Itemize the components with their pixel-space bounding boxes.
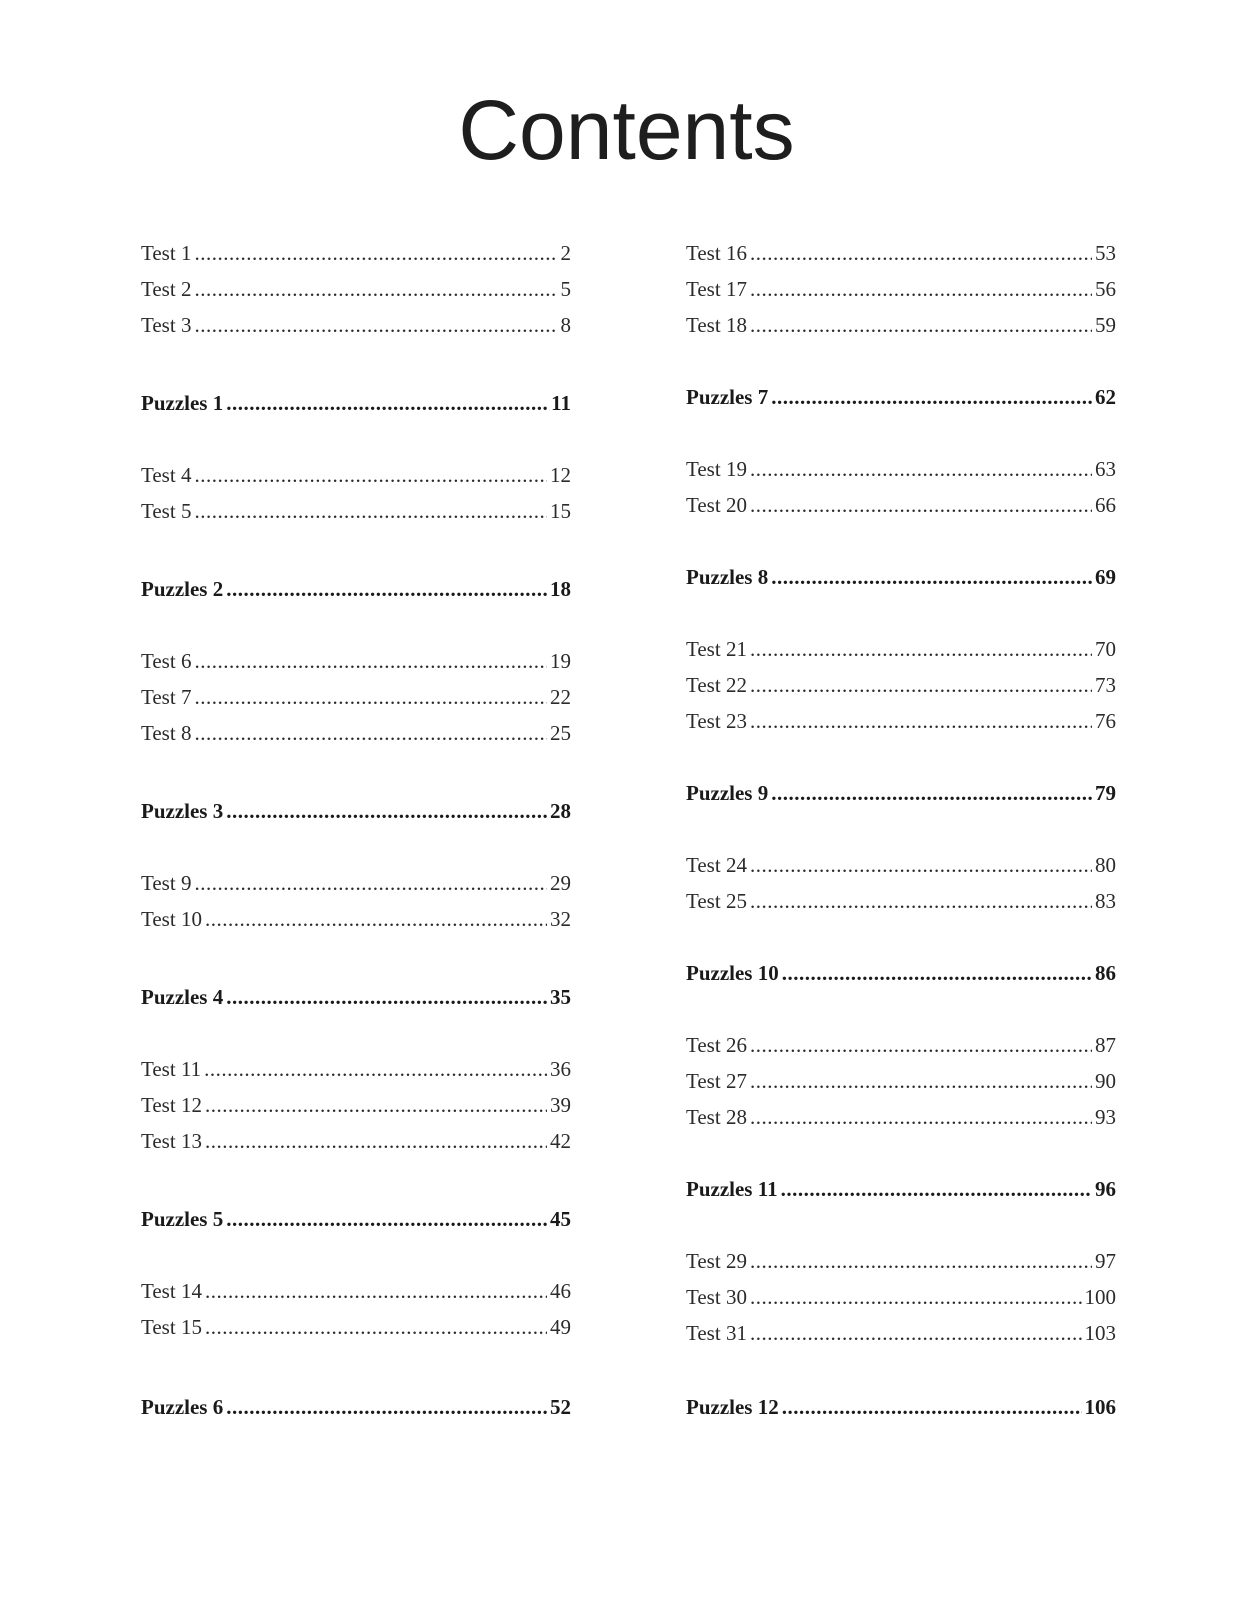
toc-entry-page-number: 73 (1095, 673, 1116, 697)
dot-leader (226, 1206, 547, 1232)
toc-entry-page-number: 62 (1095, 385, 1116, 409)
toc-entry-page-number: 93 (1095, 1105, 1116, 1129)
toc-entry-label: Test 13 (141, 1129, 202, 1153)
dot-leader (194, 462, 547, 488)
toc-entry-label: Test 22 (686, 673, 747, 697)
toc-entry (686, 1244, 1116, 1274)
toc-entry-page-number: 45 (550, 1207, 571, 1231)
dot-leader (771, 564, 1092, 590)
toc-entry-page-number: 76 (1095, 709, 1116, 733)
toc-entry-section (141, 1390, 571, 1420)
toc-entry (141, 236, 571, 266)
dot-leader (204, 1056, 547, 1082)
toc-entry-page-number: 42 (550, 1129, 571, 1153)
toc-entry-section (686, 1172, 1116, 1202)
dot-leader (750, 1284, 1082, 1310)
dot-leader (771, 780, 1092, 806)
dot-leader (205, 906, 547, 932)
toc-entry (686, 236, 1116, 266)
toc-entry-page-number: 12 (550, 463, 571, 487)
toc-entry-label: Test 9 (141, 871, 192, 895)
dot-leader (205, 1128, 547, 1154)
dot-leader (750, 852, 1092, 878)
dot-leader (226, 984, 547, 1010)
toc-entry-page-number: 100 (1084, 1285, 1116, 1309)
toc-entry-page-number: 29 (550, 871, 571, 895)
dot-leader (194, 312, 557, 338)
toc-entry (141, 1310, 571, 1340)
toc-entry-page-number: 79 (1095, 781, 1116, 805)
toc-entry (686, 632, 1116, 662)
toc-entry-page-number: 5 (560, 277, 571, 301)
dot-leader (194, 498, 547, 524)
dot-leader (750, 672, 1092, 698)
dot-leader (750, 240, 1092, 266)
toc-entry-label: Puzzles 6 (141, 1395, 224, 1419)
toc-entry-section (141, 980, 571, 1010)
toc-entry (141, 716, 571, 746)
dot-leader (226, 798, 547, 824)
toc-entry (686, 452, 1116, 482)
toc-entry-page-number: 83 (1095, 889, 1116, 913)
dot-leader (750, 276, 1092, 302)
toc-entry-label: Test 23 (686, 709, 747, 733)
toc-entry-label: Test 14 (141, 1279, 202, 1303)
toc-entry-label: Test 19 (686, 457, 747, 481)
toc-entry (141, 1088, 571, 1118)
dot-leader (750, 1104, 1092, 1130)
toc-entry-page-number: 106 (1084, 1395, 1116, 1419)
toc-entry (686, 884, 1116, 914)
toc-entry-page-number: 97 (1095, 1249, 1116, 1273)
dot-leader (226, 390, 548, 416)
dot-leader (205, 1092, 547, 1118)
toc-entry-page-number: 52 (550, 1395, 571, 1419)
toc-entry-label: Puzzles 11 (686, 1177, 778, 1201)
dot-leader (205, 1278, 547, 1304)
dot-leader (750, 312, 1092, 338)
dot-leader (194, 648, 547, 674)
toc-entry-label: Test 25 (686, 889, 747, 913)
toc-entry-page-number: 66 (1095, 493, 1116, 517)
toc-entry-label: Test 24 (686, 853, 747, 877)
dot-leader (782, 960, 1092, 986)
toc-entry-page-number: 18 (550, 577, 571, 601)
toc-entry-label: Test 30 (686, 1285, 747, 1309)
toc-entry-section (686, 776, 1116, 806)
toc-entry-label: Test 17 (686, 277, 747, 301)
toc-entry-page-number: 36 (550, 1057, 571, 1081)
toc-entry-label: Test 26 (686, 1033, 747, 1057)
toc-entry-page-number: 49 (550, 1315, 571, 1339)
toc-entry-section (686, 1390, 1116, 1420)
toc-entry (686, 308, 1116, 338)
dot-leader (750, 888, 1092, 914)
toc-entry-label: Test 10 (141, 907, 202, 931)
dot-leader (194, 870, 547, 896)
dot-leader (750, 1320, 1082, 1346)
dot-leader (771, 384, 1092, 410)
toc-entry-page-number: 59 (1095, 313, 1116, 337)
toc-entry-page-number: 70 (1095, 637, 1116, 661)
toc-entry-page-number: 19 (550, 649, 571, 673)
toc-entry-label: Test 6 (141, 649, 192, 673)
toc-entry-page-number: 22 (550, 685, 571, 709)
toc-entry-label: Test 11 (141, 1057, 202, 1081)
toc-entry-page-number: 35 (550, 985, 571, 1009)
toc-entry-label: Test 15 (141, 1315, 202, 1339)
toc-entry (141, 458, 571, 488)
toc-entry-section (686, 380, 1116, 410)
toc-entry (686, 704, 1116, 734)
dot-leader (750, 1248, 1092, 1274)
toc-entry-page-number: 25 (550, 721, 571, 745)
toc-entry-label: Test 20 (686, 493, 747, 517)
toc-entry (686, 1064, 1116, 1094)
toc-entry-page-number: 87 (1095, 1033, 1116, 1057)
toc-entry-label: Test 4 (141, 463, 192, 487)
dot-leader (750, 1068, 1092, 1094)
toc-entry-page-number: 28 (550, 799, 571, 823)
toc-entry-page-number: 90 (1095, 1069, 1116, 1093)
toc-entry (686, 848, 1116, 878)
toc-entry-page-number: 11 (551, 391, 571, 415)
toc-entry (141, 1274, 571, 1304)
toc-entry (141, 902, 571, 932)
toc-entry-page-number: 69 (1095, 565, 1116, 589)
dot-leader (226, 576, 547, 602)
toc-entry (686, 668, 1116, 698)
toc-entry (686, 1028, 1116, 1058)
toc-entry-page-number: 39 (550, 1093, 571, 1117)
toc-entry-page-number: 56 (1095, 277, 1116, 301)
toc-entry (141, 866, 571, 896)
toc-entry-label: Puzzles 7 (686, 385, 769, 409)
toc-entry-label: Test 18 (686, 313, 747, 337)
toc-entry-label: Puzzles 10 (686, 961, 779, 985)
toc-entry-label: Puzzles 2 (141, 577, 224, 601)
toc-entry-label: Puzzles 3 (141, 799, 224, 823)
toc-entry (141, 1124, 571, 1154)
dot-leader (782, 1394, 1082, 1420)
dot-leader (750, 636, 1092, 662)
toc-entry-label: Puzzles 1 (141, 391, 224, 415)
dot-leader (194, 276, 557, 302)
toc-entry-page-number: 96 (1095, 1177, 1116, 1201)
dot-leader (750, 708, 1092, 734)
toc-entry-label: Test 7 (141, 685, 192, 709)
toc-entry-label: Test 5 (141, 499, 192, 523)
toc-entry (141, 494, 571, 524)
dot-leader (194, 684, 547, 710)
toc-entry-page-number: 8 (560, 313, 571, 337)
toc-entry-label: Test 28 (686, 1105, 747, 1129)
dot-leader (750, 456, 1092, 482)
toc-entry (686, 1100, 1116, 1130)
toc-entry-label: Test 8 (141, 721, 192, 745)
toc-entry-section (686, 560, 1116, 590)
toc-entry-page-number: 63 (1095, 457, 1116, 481)
toc-entry-label: Test 16 (686, 241, 747, 265)
dot-leader (194, 720, 547, 746)
toc-entry-page-number: 80 (1095, 853, 1116, 877)
dot-leader (781, 1176, 1092, 1202)
toc-entry-label: Test 31 (686, 1321, 747, 1345)
toc-entry-label: Test 12 (141, 1093, 202, 1117)
toc-entry-section (141, 794, 571, 824)
toc-entry-label: Test 3 (141, 313, 192, 337)
toc-entry-label: Puzzles 12 (686, 1395, 779, 1419)
toc-entry-label: Test 29 (686, 1249, 747, 1273)
dot-leader (205, 1314, 547, 1340)
toc-entry (141, 644, 571, 674)
toc-entry (141, 308, 571, 338)
toc-entry-label: Puzzles 5 (141, 1207, 224, 1231)
toc-entry (141, 1052, 571, 1082)
dot-leader (226, 1394, 547, 1420)
toc-entry-section (141, 572, 571, 602)
toc-entry (686, 488, 1116, 518)
toc-entry (686, 272, 1116, 302)
toc-entry (141, 272, 571, 302)
toc-entry-page-number: 15 (550, 499, 571, 523)
toc-entry-page-number: 53 (1095, 241, 1116, 265)
dot-leader (750, 492, 1092, 518)
toc-entry-page-number: 103 (1084, 1321, 1116, 1345)
dot-leader (194, 240, 557, 266)
toc-entry-label: Puzzles 9 (686, 781, 769, 805)
dot-leader (750, 1032, 1092, 1058)
toc-entry-page-number: 46 (550, 1279, 571, 1303)
toc-entry-section (141, 1202, 571, 1232)
toc-entry-page-number: 86 (1095, 961, 1116, 985)
toc-entry-label: Test 27 (686, 1069, 747, 1093)
toc-entry (141, 680, 571, 710)
toc-entry-label: Test 2 (141, 277, 192, 301)
toc-entry (686, 1316, 1116, 1346)
toc-entry-label: Test 1 (141, 241, 192, 265)
page-title: Contents (458, 83, 795, 177)
toc-entry-page-number: 2 (560, 241, 571, 265)
toc-entry-page-number: 32 (550, 907, 571, 931)
toc-entry (686, 1280, 1116, 1310)
toc-entry-label: Puzzles 8 (686, 565, 769, 589)
toc-entry-label: Puzzles 4 (141, 985, 224, 1009)
toc-entry-section (141, 386, 571, 416)
toc-entry-label: Test 21 (686, 637, 747, 661)
toc-entry-section (686, 956, 1116, 986)
